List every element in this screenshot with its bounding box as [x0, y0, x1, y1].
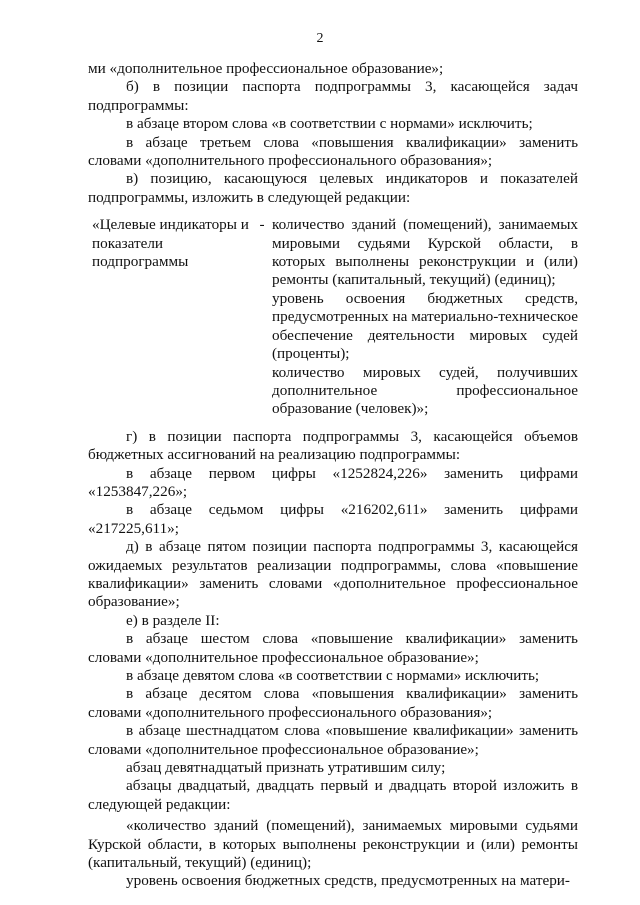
paragraph: в абзаце втором слова «в соответствии с нормами» исключить;	[126, 115, 533, 133]
indicators-table	[88, 216, 578, 418]
paragraph: ми «дополнительное профессиональное образование»;	[88, 60, 444, 77]
paragraph: е) в разделе II:	[126, 611, 220, 629]
paragraph: уровень освоения бюджетных средств, предусмотренных на матери-	[126, 872, 570, 890]
table-item: количество зданий (помещений), занимаемых мировыми судьями Курской области, в которых выполнены реконструкции и (или) ремонты (капитальный, текущий) (единиц);	[272, 216, 578, 289]
paragraph: в абзаце первом цифры «1252824,226» заменить цифрами «1253847,226»;	[88, 464, 578, 500]
paragraph: абзацы двадцатый, двадцать первый и двадцать второй изложить в следующей редакции:	[88, 777, 578, 813]
paragraph: в абзаце десятом слова «повышения квалификации» заменить словами «дополнительного профессионального образования»;	[88, 685, 578, 721]
paragraph: абзац девятнадцатый признать утратившим силу;	[126, 759, 446, 777]
paragraph: в) позицию, касающуюся целевых индикаторов и показателей подпрограммы, изложить в следующей редакции:	[88, 170, 578, 206]
table-right-cell	[272, 216, 578, 418]
paragraph: в абзаце третьем слова «повышения квалификации» заменить словами «дополнительного профессионального образования»;	[88, 133, 578, 170]
table-dash: -	[259, 216, 265, 234]
paragraph: б) в позиции паспорта подпрограммы 3, касающейся задач подпрограммы:	[88, 78, 578, 114]
paragraph: д) в абзаце пятом позиции паспорта подпрограммы 3, касающейся ожидаемых результатов реализации подпрограммы, слова «повышение квалификации» заменить словами «дополнительное профессиональное образование»;	[88, 538, 578, 611]
paragraph: в абзаце шестом слова «повышение квалификации» заменить словами «дополнительное профессиональное образование»;	[88, 630, 578, 666]
paragraph: в абзаце седьмом цифры «216202,611» заменить цифрами «217225,611»;	[88, 501, 578, 537]
paragraph: «количество зданий (помещений), занимаемых мировыми судьями Курской области, в которых выполнены реконструкции и (или) ремонты (капитальный, текущий) (единиц);	[88, 817, 578, 872]
paragraph: в абзаце девятом слова «в соответствии с нормами» исключить;	[126, 667, 540, 684]
page-number: 2	[316, 31, 324, 46]
table-left-cell: «Целевые индикаторы и показатели подпрограммы	[92, 216, 249, 271]
table-item: уровень освоения бюджетных средств, предусмотренных на материально-техническое обеспечение деятельности мировых судей (проценты);	[272, 289, 578, 363]
paragraph: в абзаце шестнадцатом слова «повышение квалификации» заменить словами «дополнительное профессиональное образование»;	[88, 722, 578, 758]
document-body	[88, 60, 578, 891]
paragraph: г) в позиции паспорта подпрограммы 3, касающейся объемов бюджетных ассигнований на реализацию подпрограммы:	[88, 427, 578, 464]
table-item: количество мировых судей, получивших дополнительное профессиональное образование (человек)»;	[272, 363, 578, 418]
